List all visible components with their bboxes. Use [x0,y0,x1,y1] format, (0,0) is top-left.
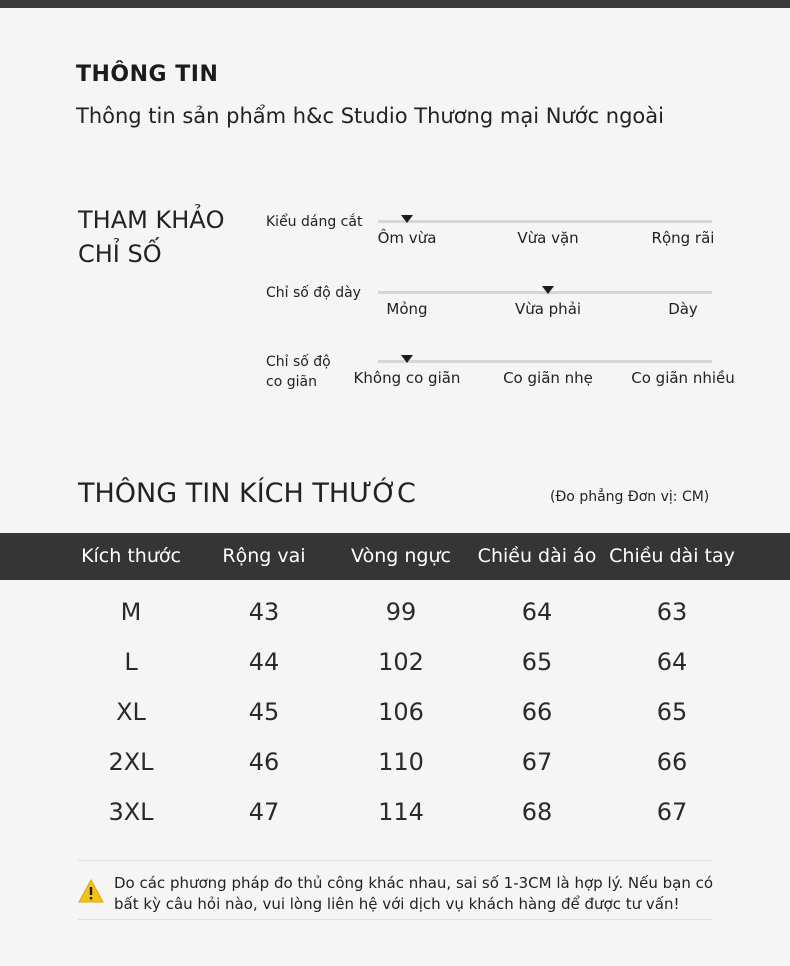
table-row [0,692,790,742]
indicator-option: Mỏng [386,300,428,318]
table-cell: 68 [521,798,553,826]
table-cell: 43 [248,598,280,626]
indicator-marker [401,215,413,223]
indicator-option: Ôm vừa [377,229,437,247]
indicator-thickness [266,283,736,343]
column-header: Chiều dài áo [477,545,597,567]
warning-icon [78,879,104,903]
indicator-label [266,212,362,232]
table-row [0,792,790,842]
size-unit-note: (Đo phẳng Đơn vị: CM) [550,489,710,505]
indicator-marker [401,355,413,363]
indicator-stretch [266,352,736,412]
note-line1: Do các phương pháp đo thủ công khác nhau, sai số 1-3CM là hợp lý. Nếu bạn có [114,874,714,892]
size-info-title: THÔNG TIN KÍCH THƯỚC [78,478,416,509]
table-cell: 64 [656,648,688,676]
table-cell: 66 [656,748,688,776]
table-row [0,592,790,642]
indicator-marker [542,286,554,294]
table-cell: 63 [656,598,688,626]
table-cell: 65 [521,648,553,676]
reference-title-line2: CHỈ SỐ [78,240,162,268]
table-cell: 45 [248,698,280,726]
table-cell: 3XL [108,798,154,826]
indicator-label-line1: Chỉ số độ dày [266,285,361,301]
table-cell: 99 [385,598,417,626]
reference-title [78,203,225,271]
measurement-note [78,873,718,917]
table-cell: 66 [521,698,553,726]
table-cell: 2XL [108,748,154,776]
table-cell: 44 [248,648,280,676]
indicator-track [378,220,712,223]
table-cell: 64 [521,598,553,626]
table-cell: 110 [378,748,424,776]
indicator-label [266,283,361,303]
table-cell: 114 [378,798,424,826]
divider [78,919,712,920]
column-header: Kích thước [81,545,181,567]
table-cell: 47 [248,798,280,826]
table-cell: L [124,648,138,676]
column-header: Chiều dài tay [609,545,735,567]
reference-title-line1: THAM KHẢO [78,206,225,234]
size-table-header [0,533,790,580]
table-cell: XL [116,698,146,726]
divider [78,860,712,861]
column-header: Rộng vai [222,545,306,567]
table-cell: 65 [656,698,688,726]
indicator-option: Vừa vặn [517,229,579,247]
table-cell: 106 [378,698,424,726]
note-text [114,873,713,915]
indicator-option: Vừa phải [514,300,582,318]
table-cell: 67 [521,748,553,776]
indicator-label-line1: Kiểu dáng cắt [266,214,363,230]
indicator-option: Co giãn nhiều [631,369,735,387]
top-bar [0,0,790,8]
table-row [0,742,790,792]
table-cell: 46 [248,748,280,776]
indicator-label-line2: co giãn [266,374,317,390]
info-subtitle: Thông tin sản phẩm h&c Studio Thương mại Nước ngoài [76,104,664,128]
indicator-track [378,360,712,363]
table-cell: 102 [378,648,424,676]
column-header: Vòng ngực [351,545,451,567]
indicator-option: Rộng rãi [651,229,715,247]
indicator-option: Không co giãn [353,369,461,387]
indicator-option: Co giãn nhẹ [503,369,593,387]
note-line2: bất kỳ câu hỏi nào, vui lòng liên hệ với dịch vụ khách hàng để được tư vấn! [114,895,680,913]
indicator-option: Dày [668,300,698,318]
table-row [0,642,790,692]
indicator-label-line1: Chỉ số độ [266,354,331,370]
indicator-label [266,352,331,392]
info-title: THÔNG TIN [76,62,219,87]
table-cell: 67 [656,798,688,826]
indicator-fit [266,212,736,272]
table-cell: M [120,598,142,626]
